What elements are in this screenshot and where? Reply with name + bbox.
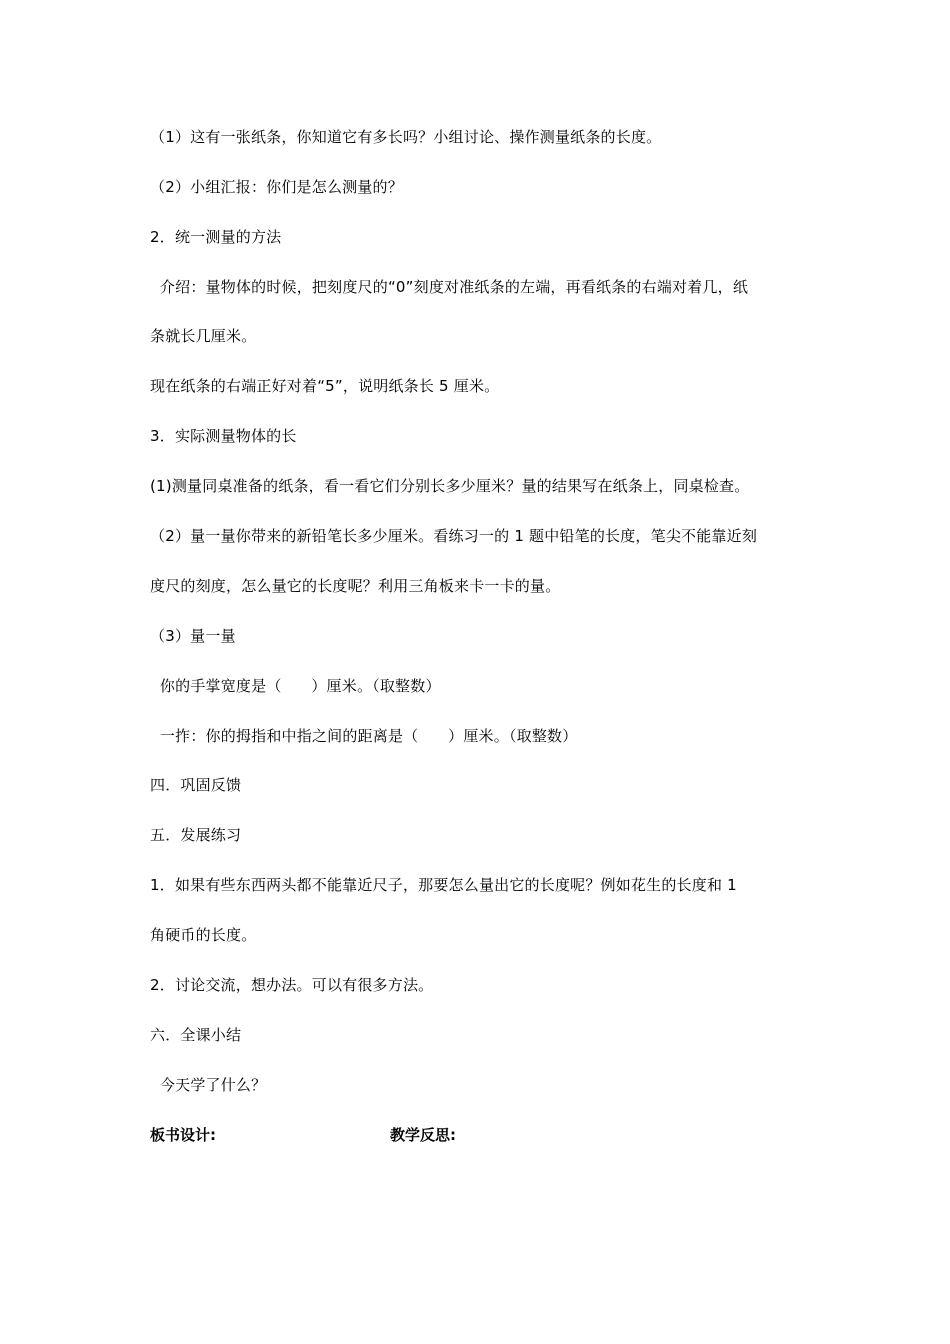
paragraph-line: 度尺的刻度，怎么量它的长度呢？利用三角板来卡一卡的量。 bbox=[150, 577, 561, 595]
paragraph-line: 1．如果有些东西两头都不能靠近尺子，那要怎么量出它的长度呢？例如花生的长度和 1 bbox=[150, 876, 737, 894]
paragraph-line: 介绍：量物体的时候，把刻度尺的“0”刻度对准纸条的左端，再看纸条的右端对着几，纸 bbox=[150, 278, 749, 296]
paragraph-line: （1）这有一张纸条，你知道它有多长吗？小组讨论、操作测量纸条的长度。 bbox=[150, 128, 662, 146]
paragraph-line: (1)测量同桌准备的纸条，看一看它们分别长多少厘米？量的结果写在纸条上，同桌检查。 bbox=[150, 477, 750, 495]
paragraph-line: （2）量一量你带来的新铅笔长多少厘米。看练习一的 1 题中铅笔的长度，笔尖不能靠近刻 bbox=[150, 527, 758, 545]
paragraph-line: 条就长几厘米。 bbox=[150, 327, 257, 345]
paragraph-line: 今天学了什么？ bbox=[150, 1076, 267, 1094]
paragraph-line: 现在纸条的右端正好对着“5”，说明纸条长 5 厘米。 bbox=[150, 377, 500, 395]
section-heading: 四．巩固反馈 bbox=[150, 776, 242, 794]
paragraph-line: 角硬币的长度。 bbox=[150, 926, 257, 944]
paragraph-line: 2．讨论交流，想办法。可以有很多方法。 bbox=[150, 976, 434, 994]
section-heading: 2．统一测量的方法 bbox=[150, 228, 282, 246]
paragraph-line: 一拃：你的拇指和中指之间的距离是（ ）厘米。（取整数） bbox=[150, 727, 578, 745]
section-heading: 3．实际测量物体的长 bbox=[150, 427, 297, 445]
board-design-label: 板书设计: bbox=[150, 1126, 216, 1144]
section-heading: 六．全课小结 bbox=[150, 1026, 242, 1044]
section-heading: 五．发展练习 bbox=[150, 826, 242, 844]
teaching-reflection-label: 教学反思: bbox=[390, 1126, 456, 1144]
paragraph-line: （3）量一量 bbox=[150, 627, 236, 645]
paragraph-line: （2）小组汇报：你们是怎么测量的？ bbox=[150, 178, 403, 196]
paragraph-line: 你的手掌宽度是（ ）厘米。（取整数） bbox=[150, 677, 441, 695]
